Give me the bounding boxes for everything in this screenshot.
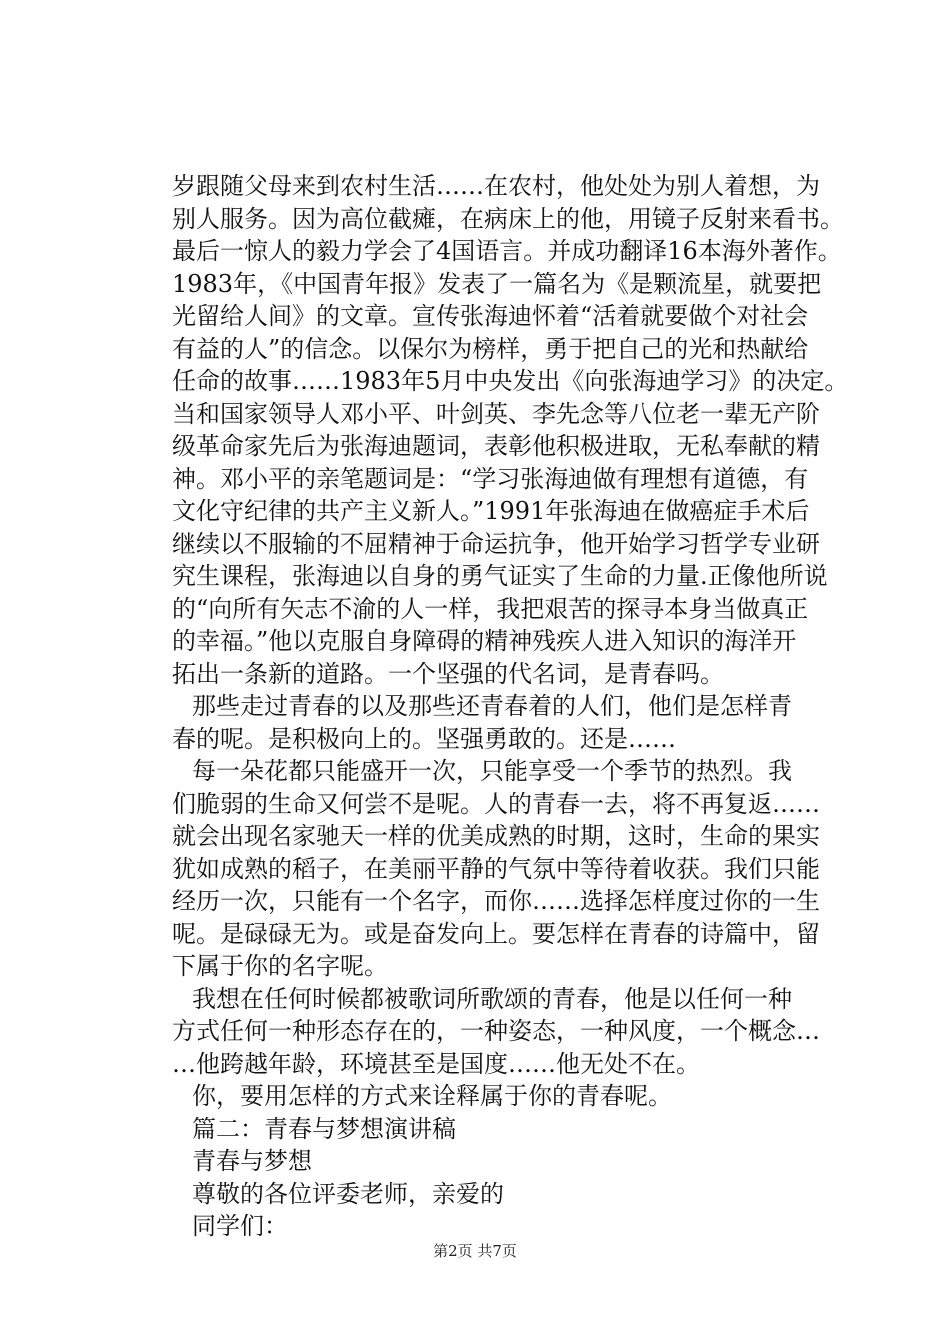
text-line: 光留给人间》的文章。宣传张海迪怀着“活着就要做个对社会 xyxy=(172,302,809,330)
text-line: 青春与梦想 xyxy=(192,1147,312,1175)
text-line: …他跨越年龄，环境甚至是国度……他无处不在。 xyxy=(172,1049,700,1078)
text-line: 我想在任何时候都被歌词所歌颂的青春，他是以任何一种 xyxy=(192,984,792,1013)
text-line: 的“向所有矢志不渝的人一样，我把艰苦的探寻本身当做真正 xyxy=(172,594,809,623)
text-line: 经历一次，只能有一个名字，而你……选择怎样度过你的一生 xyxy=(172,887,820,915)
text-line: 春的呢。是积极向上的。坚强勇敢的。还是…… xyxy=(172,724,676,753)
document-body xyxy=(172,170,849,1243)
text-line: 当和国家领导人邓小平、叶剑英、李先念等八位老一辈无产阶 xyxy=(172,399,820,428)
text-line: 那些走过青春的以及那些还青春着的人们，他们是怎样青 xyxy=(192,692,792,720)
text-line: 有益的人”的信念。以保尔为榜样，勇于把自己的光和热献给 xyxy=(172,334,809,363)
text-line: 的幸福。”他以克服自身障碍的精神残疾人进入知识的海洋开 xyxy=(172,627,797,655)
text-line: 任命的故事……1983年5月中央发出《向张海迪学习》的决定。 xyxy=(172,367,849,395)
text-line: 下属于你的名字呢。 xyxy=(172,952,388,980)
text-line: 篇二：青春与梦想演讲稿 xyxy=(192,1114,456,1143)
text-line: 文化守纪律的共产主义新人。”1991年张海迪在做癌症手术后 xyxy=(172,497,810,525)
text-line: 拓出一条新的道路。一个坚强的代名词，是青春吗。 xyxy=(172,659,724,688)
text-line: 方式任何一种形态存在的，一种姿态，一种风度，一个概念… xyxy=(172,1017,820,1045)
text-line: 继续以不服输的不屈精神于命运抗争，他开始学习哲学专业研 xyxy=(172,529,820,558)
text-line: 就会出现名家驰天一样的优美成熟的时期，这时，生命的果实 xyxy=(172,822,820,850)
text-line: 犹如成熟的稻子，在美丽平静的气氛中等待着收获。我们只能 xyxy=(172,854,820,883)
text-line: 同学们： xyxy=(192,1212,288,1240)
text-line: 级革命家先后为张海迪题词，表彰他积极进取，无私奉献的精 xyxy=(172,432,820,460)
text-line: 们脆弱的生命又何尝不是呢。人的青春一去，将不再复返…… xyxy=(172,789,820,818)
text-line: 1983年，《中国青年报》发表了一篇名为《是颗流星，就要把 xyxy=(172,269,822,298)
text-line: 你，要用怎样的方式来诠释属于你的青春呢。 xyxy=(192,1082,672,1110)
text-line: 别人服务。因为高位截瘫，在病床上的他，用镜子反射来看书。 xyxy=(172,204,844,233)
text-line: 神。邓小平的亲笔题词是：“学习张海迪做有理想有道德，有 xyxy=(172,464,809,493)
text-line: 呢。是碌碌无为。或是奋发向上。要怎样在青春的诗篇中，留 xyxy=(172,919,820,948)
text-line: 究生课程，张海迪以自身的勇气证实了生命的力量.正像他所说 xyxy=(172,562,828,590)
page-footer: 第2页 共7页 xyxy=(433,1242,517,1260)
text-line: 尊敬的各位评委老师，亲爱的 xyxy=(192,1179,504,1208)
text-line: 每一朵花都只能盛开一次，只能享受一个季节的热烈。我 xyxy=(192,757,792,785)
text-line: 最后一惊人的毅力学会了4国语言。并成功翻译16本海外著作。 xyxy=(172,237,842,265)
text-line: 岁跟随父母来到农村生活……在农村，他处处为别人着想，为 xyxy=(172,172,820,200)
